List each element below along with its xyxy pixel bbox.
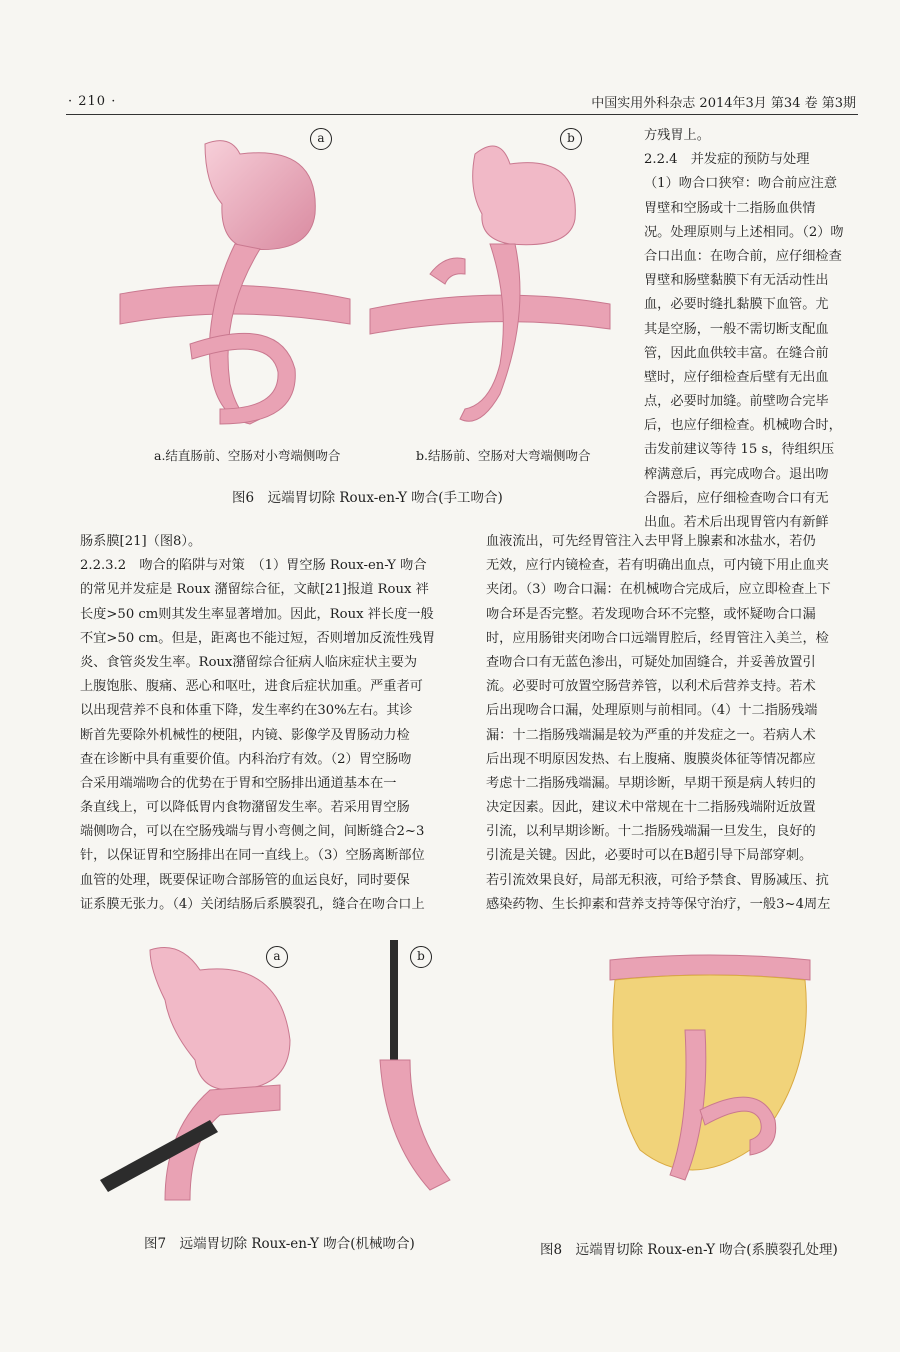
text-line: 查在诊断中具有重要价值。内科治疗有效。（2）胃空肠吻 [80, 751, 412, 767]
text-line: 夹闭。（3）吻合口漏：在机械吻合完成后，应立即检查上下 [486, 582, 831, 598]
figure-6b-label: b [560, 128, 582, 150]
figure-8-title: 图8 远端胃切除 Roux-en-Y 吻合(系膜裂孔处理) [540, 1242, 838, 1258]
figure-6 [100, 124, 630, 506]
figure-7a-label: a [266, 946, 288, 968]
text-line: 击发前建议等待 15 s，待组织压 [644, 442, 835, 458]
figure-6a-caption: a.结直肠前、空肠对小弯端侧吻合 [154, 448, 341, 463]
jejunum-loop [190, 333, 295, 424]
text-line: 针，以保证胃和空肠排出在同一直线上。（3）空肠离断部位 [80, 848, 425, 864]
text-line: 胃壁和空肠或十二指肠血供情 [644, 200, 816, 216]
page-number: · 210 · [68, 94, 117, 109]
figure-7a-illustration [80, 940, 300, 1210]
text-line: 决定因素。因此，建议术中常规在十二指肠残端附近放置 [486, 800, 816, 816]
text-line: 后出现不明原因发热、右上腹痛、腹膜炎体征等情况都应 [486, 751, 816, 767]
text-line: 后，也应仔细检查。机械吻合时， [644, 418, 842, 434]
text-line: 感染药物、生长抑素和营养支持等保守治疗，一般3~4周左 [486, 896, 831, 912]
text-line: 不宜>50 cm。但是，距离也不能过短，否则增加反流性残胃 [80, 630, 436, 646]
mesentery [613, 975, 807, 1170]
left-column [80, 530, 462, 917]
text-line: 后出现吻合口漏，处理原则与前相同。（4）十二指肠残端 [486, 703, 818, 719]
figure-7b-illustration [350, 940, 470, 1210]
jejunum-limb [460, 244, 520, 421]
text-line: 胃壁和肠壁黏膜下有无活动性出 [644, 273, 829, 289]
text-line: 上腹饱胀、腹痛、恶心和呕吐，进食后症状加重。严重者可 [80, 679, 423, 695]
right-column-top [644, 124, 862, 535]
text-line: 漏：十二指肠残端漏是较为严重的并发症之一。若病人术 [486, 727, 816, 743]
jejunum-stump [430, 258, 465, 284]
text-line: 壁时，应仔细检查后壁有无出血 [644, 369, 829, 385]
right-column-bottom [486, 530, 866, 917]
text-line: 流。必要时可放置空肠营养管，以利术后营养支持。若术 [486, 679, 816, 695]
figure-7b-label: b [410, 946, 432, 968]
text-line: 条直线上，可以降低胃内食物潴留发生率。若采用胃空肠 [80, 800, 410, 816]
figure-6a-illustration [110, 134, 360, 434]
text-line: 长度>50 cm则其发生率显著增加。因此，Roux 袢长度一般 [80, 606, 434, 622]
text-line: 查吻合口有无蓝色渗出，可疑处加固缝合，并妥善放置引 [486, 654, 816, 670]
stomach [205, 141, 315, 250]
text-line: 的常见并发症是 Roux 潴留综合征，文献[21]报道 Roux 袢 [80, 582, 429, 598]
text-line: （1）吻合口狭窄：吻合前应注意 [644, 176, 838, 192]
text-line: 肠系膜[21]（图8）。 [80, 534, 202, 549]
text-line: 管，因此血供较丰富。在缝合前 [644, 345, 829, 361]
text-line: 其是空肠，一般不需切断支配血 [644, 321, 829, 337]
figure-7-title: 图7 远端胃切除 Roux-en-Y 吻合(机械吻合) [144, 1236, 415, 1252]
text-line: 引流是关键。因此，必要时可以在B超引导下局部穿刺。 [486, 848, 813, 864]
text-line: 若引流效果良好，局部无积液，可给予禁食、胃肠减压、抗 [486, 872, 829, 888]
text-line: 吻合环是否完整。若发现吻合环不完整，或怀疑吻合口漏 [486, 606, 816, 622]
figure-8-illustration [600, 950, 900, 1190]
text-line: 出血。若术后出现胃管内有新鲜 [644, 515, 829, 530]
text-line: 以出现营养不良和体重下降，发生率约在30%左右。其诊 [80, 703, 413, 719]
text-line: 引流，以利早期诊断。十二指肠残端漏一旦发生，良好的 [486, 824, 816, 840]
text-line: 考虑十二指肠残端漏。早期诊断，早期干预是病人转归的 [486, 775, 816, 791]
figure-7 [80, 940, 480, 1260]
stomach [473, 146, 576, 245]
text-line: 炎、食管炎发生率。Roux潴留综合征病人临床症状主要为 [80, 654, 418, 670]
text-line: 榨满意后，再完成吻合。退出吻 [644, 466, 829, 482]
jejunum-b [380, 1060, 450, 1190]
text-line: 点，必要时加缝。前壁吻合完毕 [644, 394, 829, 410]
figure-6a-label: a [310, 128, 332, 150]
text-line: 断首先要除外机械性的梗阻，内镜、影像学及胃肠动力检 [80, 727, 410, 743]
text-line: 血，必要时缝扎黏膜下血管。尤 [644, 297, 829, 313]
figure-6b-illustration [370, 134, 620, 434]
text-line: 无效，应行内镜检查，若有明确出血点，可内镜下用止血夹 [486, 558, 829, 574]
section-heading: 2.2.3.2 吻合的陷阱与对策 （1）胃空肠 Roux-en-Y 吻合 [80, 558, 427, 574]
text-line: 证系膜无张力。（4）关闭结肠后系膜裂孔，缝合在吻合口上 [80, 896, 425, 912]
colon [370, 295, 610, 334]
stomach [150, 948, 290, 1091]
section-heading: 2.2.4 并发症的预防与处理 [644, 152, 810, 168]
stapler [100, 1120, 218, 1192]
text-line: 方残胃上。 [644, 128, 710, 143]
text-line: 合器后，应仔细检查吻合口有无 [644, 490, 829, 506]
figure-6-title: 图6 远端胃切除 Roux-en-Y 吻合(手工吻合) [232, 490, 503, 506]
figure-6b-caption: b.结肠前、空肠对大弯端侧吻合 [416, 448, 591, 463]
text-line: 况。处理原则与上述相同。（2）吻 [644, 224, 844, 240]
figure-8 [540, 950, 880, 1270]
text-line: 血液流出，可先经胃管注入去甲肾上腺素和冰盐水，若仍 [486, 534, 816, 549]
journal-header: 中国实用外科杂志 2014年3月 第34 卷 第3期 [591, 96, 856, 111]
text-line: 端侧吻合，可以在空肠残端与胃小弯侧之间，间断缝合2~3 [80, 824, 425, 840]
text-line: 时，应用肠钳夹闭吻合口远端胃腔后，经胃管注入美兰，检 [486, 630, 829, 646]
text-line: 血管的处理，既要保证吻合部肠管的血运良好，同时要保 [80, 872, 410, 888]
header-rule [66, 114, 858, 115]
text-line: 合口出血：在吻合前，应仔细检查 [644, 248, 842, 264]
text-line: 合采用端端吻合的优势在于胃和空肠排出通道基本在一 [80, 775, 397, 791]
